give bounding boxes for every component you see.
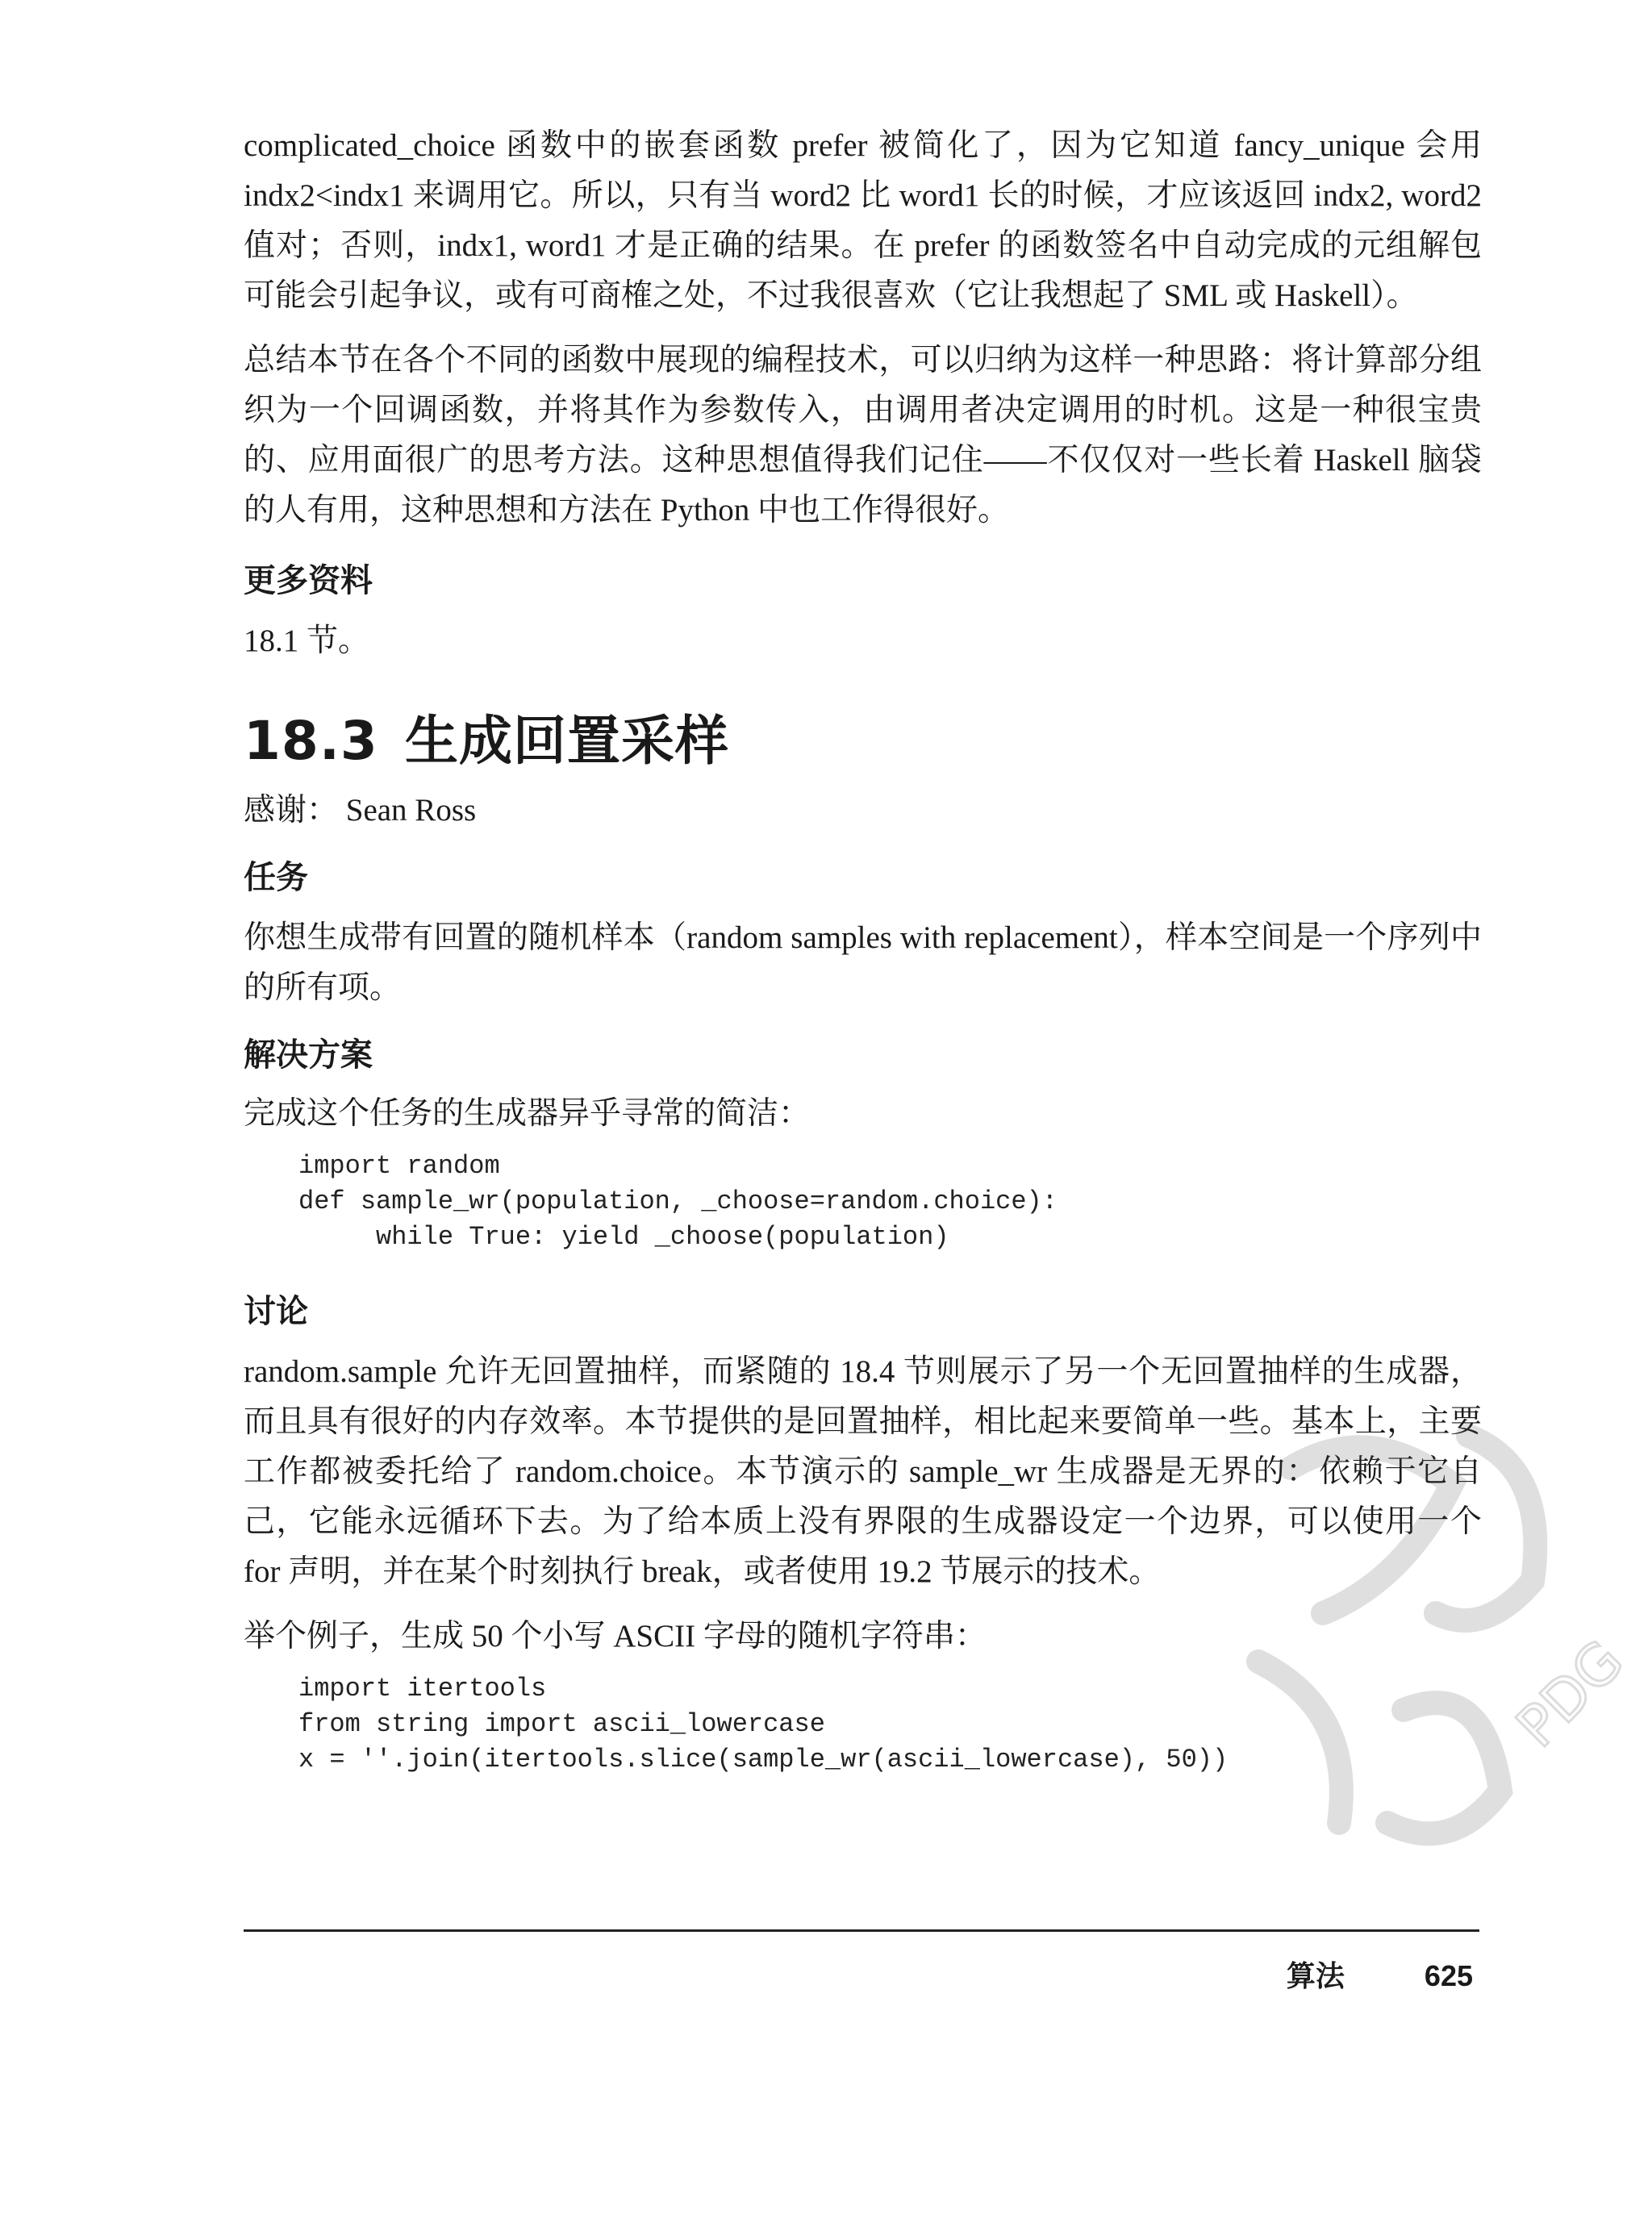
paragraph-summary: 总结本节在各个不同的函数中展现的编程技术，可以归纳为这样一种思路：将计算部分组织为一个回调函数，并将其作为参数传入，由调用者决定调用的时机。这是一种很宝贵的、应用面很广的思考方法。这种思想值得我们记住——不仅仅对一些长着 Haskell 脑袋的人有用，这种思想和方法在 Python 中也工作得很好。 xyxy=(244,343,1482,528)
footer-label xyxy=(1287,1954,1473,1995)
page-footer xyxy=(244,1929,1479,1993)
paragraph-prefer: complicated_choice 函数中的嵌套函数 prefer 被简化了，因为它知道 fancy_unique 会用 indx2<indx1 来调用它。所以，只有当 word2 比 word1 长的时候，才应该返回 indx2, word2 值对；否则，indx1, word1 才是正确的结果。在 prefer 的函数签名中自动完成的元组解包可能会引起争议，或有可商榷之处，不过我很喜欢（它让我想起了 SML 或 Haskell）。 xyxy=(244,128,1482,313)
task-heading: 任务 xyxy=(244,859,308,896)
page-content xyxy=(244,121,1482,1778)
more-info-text: 18.1 节。 xyxy=(244,624,370,658)
discussion-example-text: 举个例子，生成 50 个小写 ASCII 字母的随机字符串： xyxy=(244,1619,987,1654)
discussion-code-block: import itertools from string import ascii_lowercase x = ''.join(itertools.slice(sample_wr(ascii_lowercase), 50)) xyxy=(298,1674,1229,1775)
solution-heading: 解决方案 xyxy=(244,1036,373,1074)
section-title-text: 生成回置采样 xyxy=(405,710,729,772)
page-number: 625 xyxy=(1424,1959,1473,1992)
more-info-heading: 更多资料 xyxy=(244,562,373,599)
section-credit: 感谢： Sean Ross xyxy=(244,793,477,828)
footer-rule xyxy=(244,1929,1479,1932)
section-title xyxy=(244,705,1482,778)
discussion-heading: 讨论 xyxy=(244,1293,308,1330)
solution-code-block: import random def sample_wr(population, _choose=random.choice): while True: yield _choose(population) xyxy=(298,1151,1058,1252)
section-number: 18.3 xyxy=(244,710,378,772)
solution-text: 完成这个任务的生成器异乎寻常的简洁： xyxy=(244,1096,811,1131)
watermark-label: PDG xyxy=(1504,1627,1637,1761)
discussion-text: random.sample 允许无回置抽样，而紧随的 18.4 节则展示了另一个无回置抽样的生成器，而且具有很好的内存效率。本节提供的是回置抽样，相比起来要简单一些。基本上，主要工作都被委托给了 random.choice。本节演示的 sample_wr 生成器是无界的：依赖于它自己，它能永远循环下去。为了给本质上没有界限的生成器设定一个边界，可以使用一个 for 声明，并在某个时刻执行 break，或者使用 19.2 节展示的技术。 xyxy=(244,1354,1482,1589)
task-text: 你想生成带有回置的随机样本（random samples with replacement），样本空间是一个序列中的所有项。 xyxy=(244,920,1482,1005)
footer-chapter: 算法 xyxy=(1286,1960,1345,1993)
